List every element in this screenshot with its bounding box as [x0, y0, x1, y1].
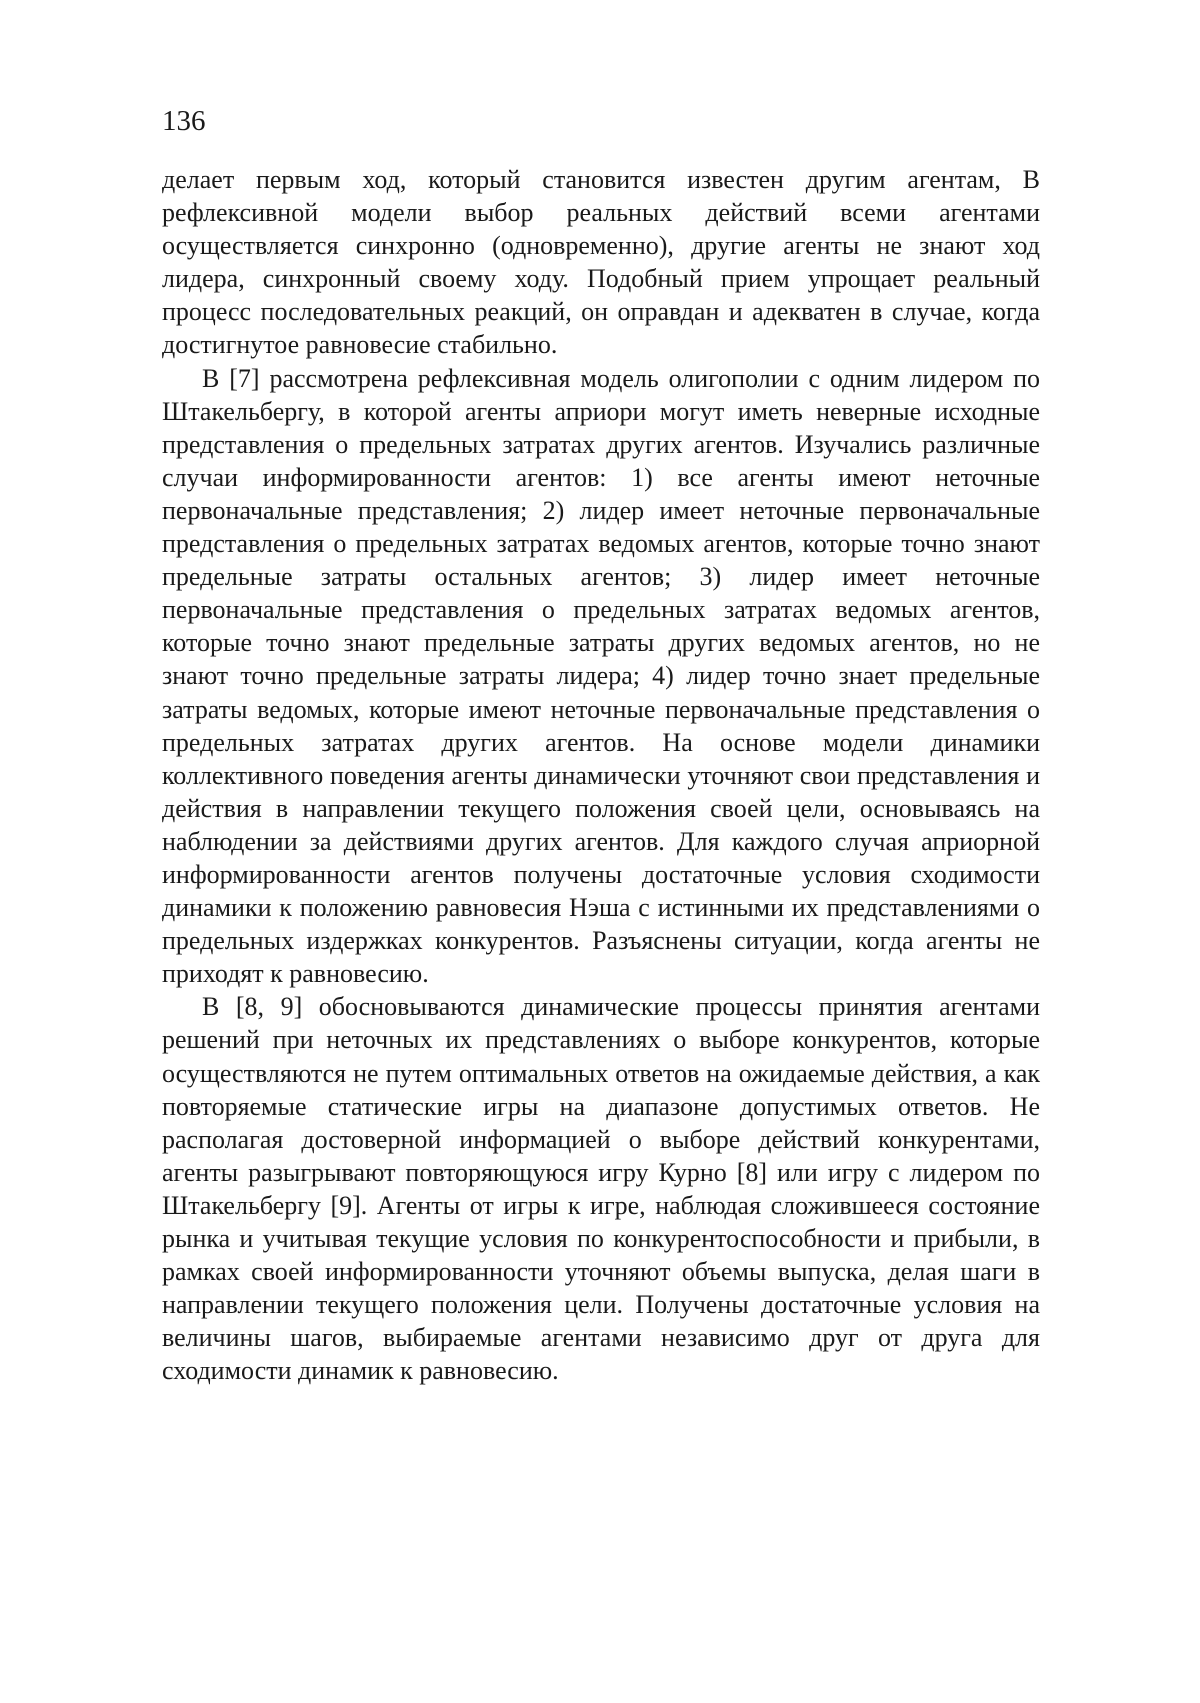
paragraph-continuation: делает первым ход, который становится известен другим агентам, В рефлексивной модели выбор реальных действий всеми агентами осуществляется синхронно (одновременно), другие агенты не знают ход лидера, синхронный своему ходу. Подобный прием упрощает реальный процесс последовательных реакций, он оправдан и адекватен в случае, когда достигнутое равновесие стабильно.	[162, 165, 1040, 360]
paragraph-reflexive-oligopoly: В [7] рассмотрена рефлексивная модель олигополии с одним лидером по Штакельбергу, в которой агенты априори могут иметь неверные исходные представления о предельных затратах других агентов. Изучались различные случаи информированности агентов: 1) все агенты имеют неточные первоначальные представления; 2) лидер имеет неточные первоначальные представления о предельных затратах ведомых агентов, которые точно знают предельные затраты остальных агентов; 3) лидер имеет неточные первоначальные представления о предельных затратах ведомых агентов, которые точно знают предельные затраты других ведомых агентов, но не знают точно предельные затраты лидера; 4) лидер точно знает предельные затраты ведомых, которые имеют неточные первоначальные представления о предельных затратах других агентов. На основе модели динамики коллективного поведения агенты динамически уточняют свои представления и действия в направлении текущего положения своей цели, основываясь на наблюдении за действиями других агентов. Для каждого случая априорной информированности агентов получены достаточные условия сходимости динамики к положению равновесия Нэша с истинными их представлениями о предельных издержках конкурентов. Разъяснены ситуации, когда агенты не приходят к равновесию.	[162, 363, 1040, 989]
body-text	[162, 163, 1040, 1387]
paragraph-repeated-games: В [8, 9] обосновываются динамические процессы принятия агентами решений при неточных их представлениях о выборе конкурентов, которые осуществляются не путем оптимальных ответов на ожидаемые действия, а как повторяемые статические игры на диапазоне допустимых ответов. Не располагая достоверной информацией о выборе действий конкурентами, агенты разыгрывают повторяющуюся игру Курно [8] или игру с лидером по Штакельбергу [9]. Агенты от игры к игре, наблюдая сложившееся состояние рынка и учитывая текущие условия по конкурентоспособности и прибыли, в рамках своей информированности уточняют объемы выпуска, делая шаги в направлении текущего положения цели. Получены достаточные условия на величины шагов, выбираемые агентами независимо друг от друга для сходимости динамик к равновесию.	[162, 992, 1040, 1386]
page-number: 136	[162, 105, 206, 137]
